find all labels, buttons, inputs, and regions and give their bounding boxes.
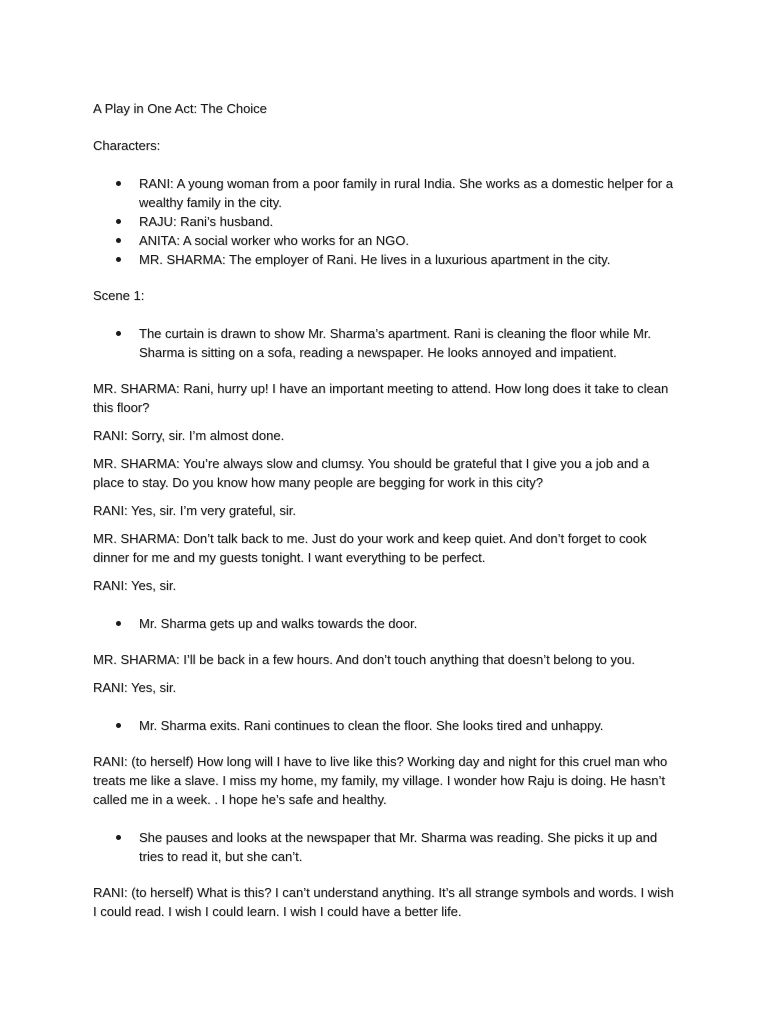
dialogue-line: MR. SHARMA: You’re always slow and clumsy. You should be grateful that I give you a job and a place to stay. Do you know how many people are begging for work in this city? bbox=[93, 456, 650, 490]
dialogue-line: MR. SHARMA: Don’t talk back to me. Just do your work and keep quiet. And don’t forget to cook dinner for me and my guests tonight. I want everything to be perfect. bbox=[93, 531, 647, 565]
direction-item bbox=[139, 614, 678, 633]
character-item bbox=[139, 212, 678, 231]
stage-direction bbox=[93, 324, 678, 362]
bullet-icon bbox=[116, 238, 121, 243]
stage-direction bbox=[93, 716, 678, 735]
bullet-icon bbox=[116, 257, 121, 262]
character-item bbox=[139, 250, 678, 269]
character-text: RANI: A young woman from a poor family in rural India. She works as a domestic helper for a wealthy family in the city. bbox=[139, 176, 673, 210]
stage-direction bbox=[93, 828, 678, 866]
direction-text: Mr. Sharma gets up and walks towards the door. bbox=[139, 616, 418, 631]
direction-text: Mr. Sharma exits. Rani continues to clean the floor. She looks tired and unhappy. bbox=[139, 718, 604, 733]
bullet-icon bbox=[116, 621, 121, 626]
character-text: ANITA: A social worker who works for an NGO. bbox=[139, 233, 409, 248]
direction-text: She pauses and looks at the newspaper that Mr. Sharma was reading. She picks it up and tries to read it, but she can’t. bbox=[139, 830, 658, 864]
character-item bbox=[139, 174, 678, 212]
scene-heading: Scene 1: bbox=[93, 288, 145, 303]
bullet-icon bbox=[116, 219, 121, 224]
direction-item bbox=[139, 324, 678, 362]
stage-direction bbox=[93, 614, 678, 633]
dialogue-line: RANI: Yes, sir. bbox=[93, 680, 177, 695]
direction-item bbox=[139, 716, 678, 735]
dialogue-line: RANI: (to herself) How long will I have to live like this? Working day and night for this cruel man who treats me like a slave. I miss my home, my family, my village. I wonder how Raju is doing. He hasn’t called me in a week. . I hope he’s safe and healthy. bbox=[93, 754, 668, 807]
bullet-icon bbox=[116, 723, 121, 728]
characters-heading: Characters: bbox=[93, 138, 161, 153]
dialogue-line: RANI: Yes, sir. bbox=[93, 578, 177, 593]
dialogue-line: RANI: Sorry, sir. I’m almost done. bbox=[93, 428, 285, 443]
character-list bbox=[93, 174, 678, 269]
bullet-icon bbox=[116, 181, 121, 186]
bullet-icon bbox=[116, 331, 121, 336]
character-text: MR. SHARMA: The employer of Rani. He lives in a luxurious apartment in the city. bbox=[139, 252, 611, 267]
dialogue-line: MR. SHARMA: I’ll be back in a few hours. And don’t touch anything that doesn’t belong to you. bbox=[93, 652, 635, 667]
dialogue-line: RANI: (to herself) What is this? I can’t understand anything. It’s all strange symbols and words. I wish I could read. I wish I could learn. I wish I could have a better life. bbox=[93, 885, 674, 919]
dialogue-line: RANI: Yes, sir. I’m very grateful, sir. bbox=[93, 503, 297, 518]
play-title: A Play in One Act: The Choice bbox=[93, 101, 267, 116]
character-item bbox=[139, 231, 678, 250]
direction-text: The curtain is drawn to show Mr. Sharma’s apartment. Rani is cleaning the floor while Mr. Sharma is sitting on a sofa, reading a newspaper. He looks annoyed and impatient. bbox=[139, 326, 652, 360]
direction-item bbox=[139, 828, 678, 866]
character-text: RAJU: Rani’s husband. bbox=[139, 214, 274, 229]
dialogue-line: MR. SHARMA: Rani, hurry up! I have an important meeting to attend. How long does it take to clean this floor? bbox=[93, 381, 669, 415]
bullet-icon bbox=[116, 835, 121, 840]
